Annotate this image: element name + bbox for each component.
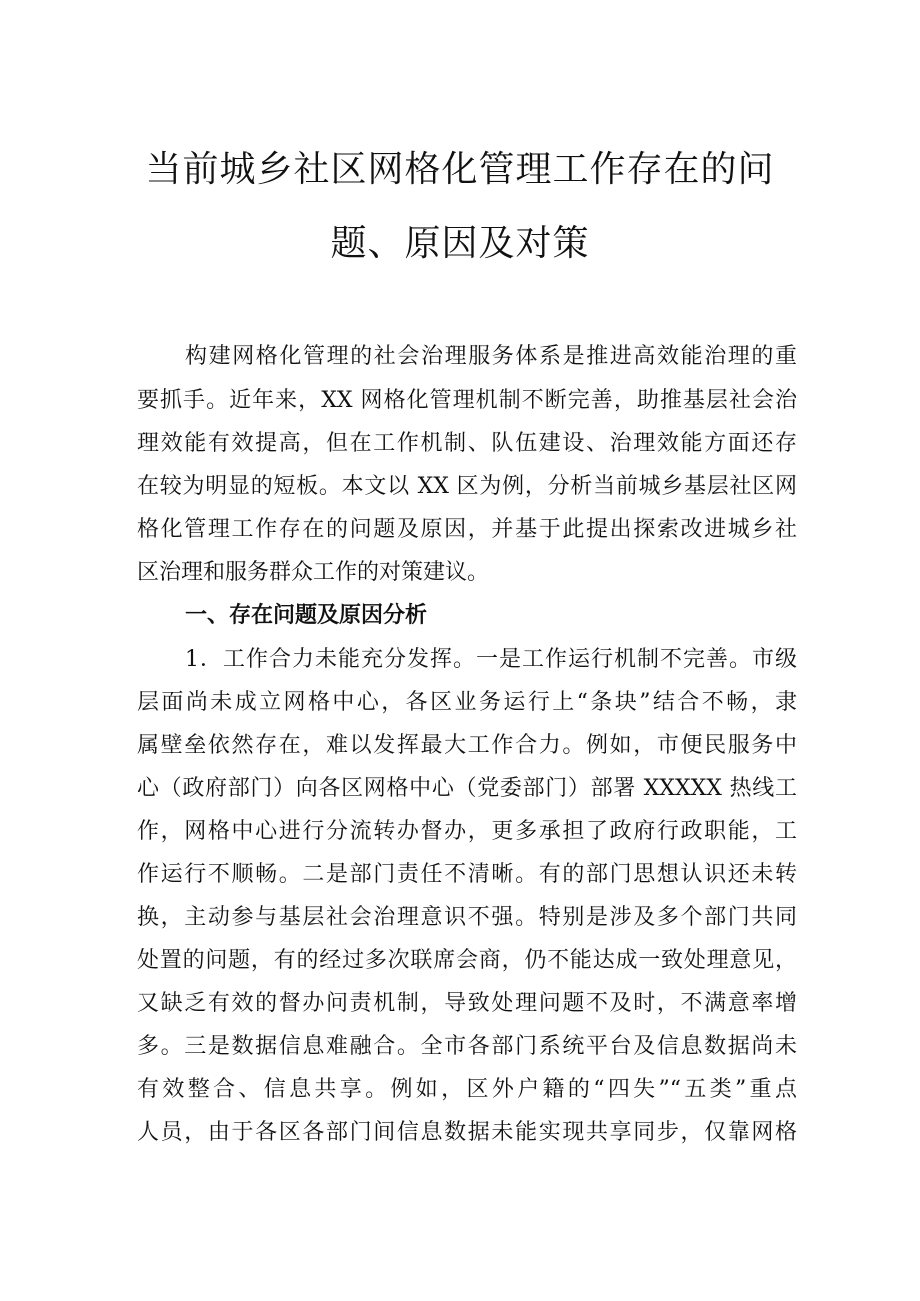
body-line: 属壁垒依然存在，难以发挥最大工作合力。例如，市便民服务中 (137, 733, 797, 758)
body-line: 换，主动参与基层社会治理意识不强。特别是涉及多个部门共同 (137, 905, 797, 930)
document-title-line-1: 当前城乡社区网格化管理工作存在的问 (145, 149, 775, 190)
intro-line: 格化管理工作存在的问题及原因，并基于此提出探索改进城乡社 (137, 517, 797, 542)
body-line: 层面尚未成立网格中心，各区业务运行上“条块”结合不畅，隶 (137, 690, 797, 715)
intro-line: 要抓手。近年来，XX 网格化管理机制不断完善，助推基层社会治 (137, 388, 797, 413)
intro-line: 区治理和服务群众工作的对策建议。 (137, 560, 490, 585)
body-line: 多。三是数据信息难融合。全市各部门系统平台及信息数据尚未 (137, 1034, 797, 1059)
document-title-line-2: 题、原因及对策 (330, 223, 590, 264)
body-line: 人员，由于各区各部门间信息数据未能实现共享同步，仅靠网格 (137, 1120, 797, 1145)
body-line: 心（政府部门）向各区网格中心（党委部门）部署 XXXXX 热线工 (137, 776, 797, 801)
body-line: 又缺乏有效的督办问责机制，导致处理问题不及时，不满意率增 (137, 991, 797, 1016)
section-heading: 一、存在问题及原因分析 (185, 603, 428, 628)
body-line: 有效整合、信息共享。例如，区外户籍的“四失”“五类”重点 (137, 1077, 797, 1102)
intro-line: 构建网格化管理的社会治理服务体系是推进高效能治理的重 (185, 344, 797, 369)
intro-line: 理效能有效提高，但在工作机制、队伍建设、治理效能方面还存 (137, 431, 797, 456)
intro-line: 在较为明显的短板。本文以 XX 区为例，分析当前城乡基层社区网 (137, 474, 797, 499)
body-line: 1．工作合力未能充分发挥。一是工作运行机制不完善。市级 (185, 647, 797, 672)
body-line: 作，网格中心进行分流转办督办，更多承担了政府行政职能，工 (137, 819, 797, 844)
body-line: 作运行不顺畅。二是部门责任不清晰。有的部门思想认识还未转 (137, 862, 797, 887)
body-line: 处置的问题，有的经过多次联席会商，仍不能达成一致处理意见， (137, 948, 797, 973)
